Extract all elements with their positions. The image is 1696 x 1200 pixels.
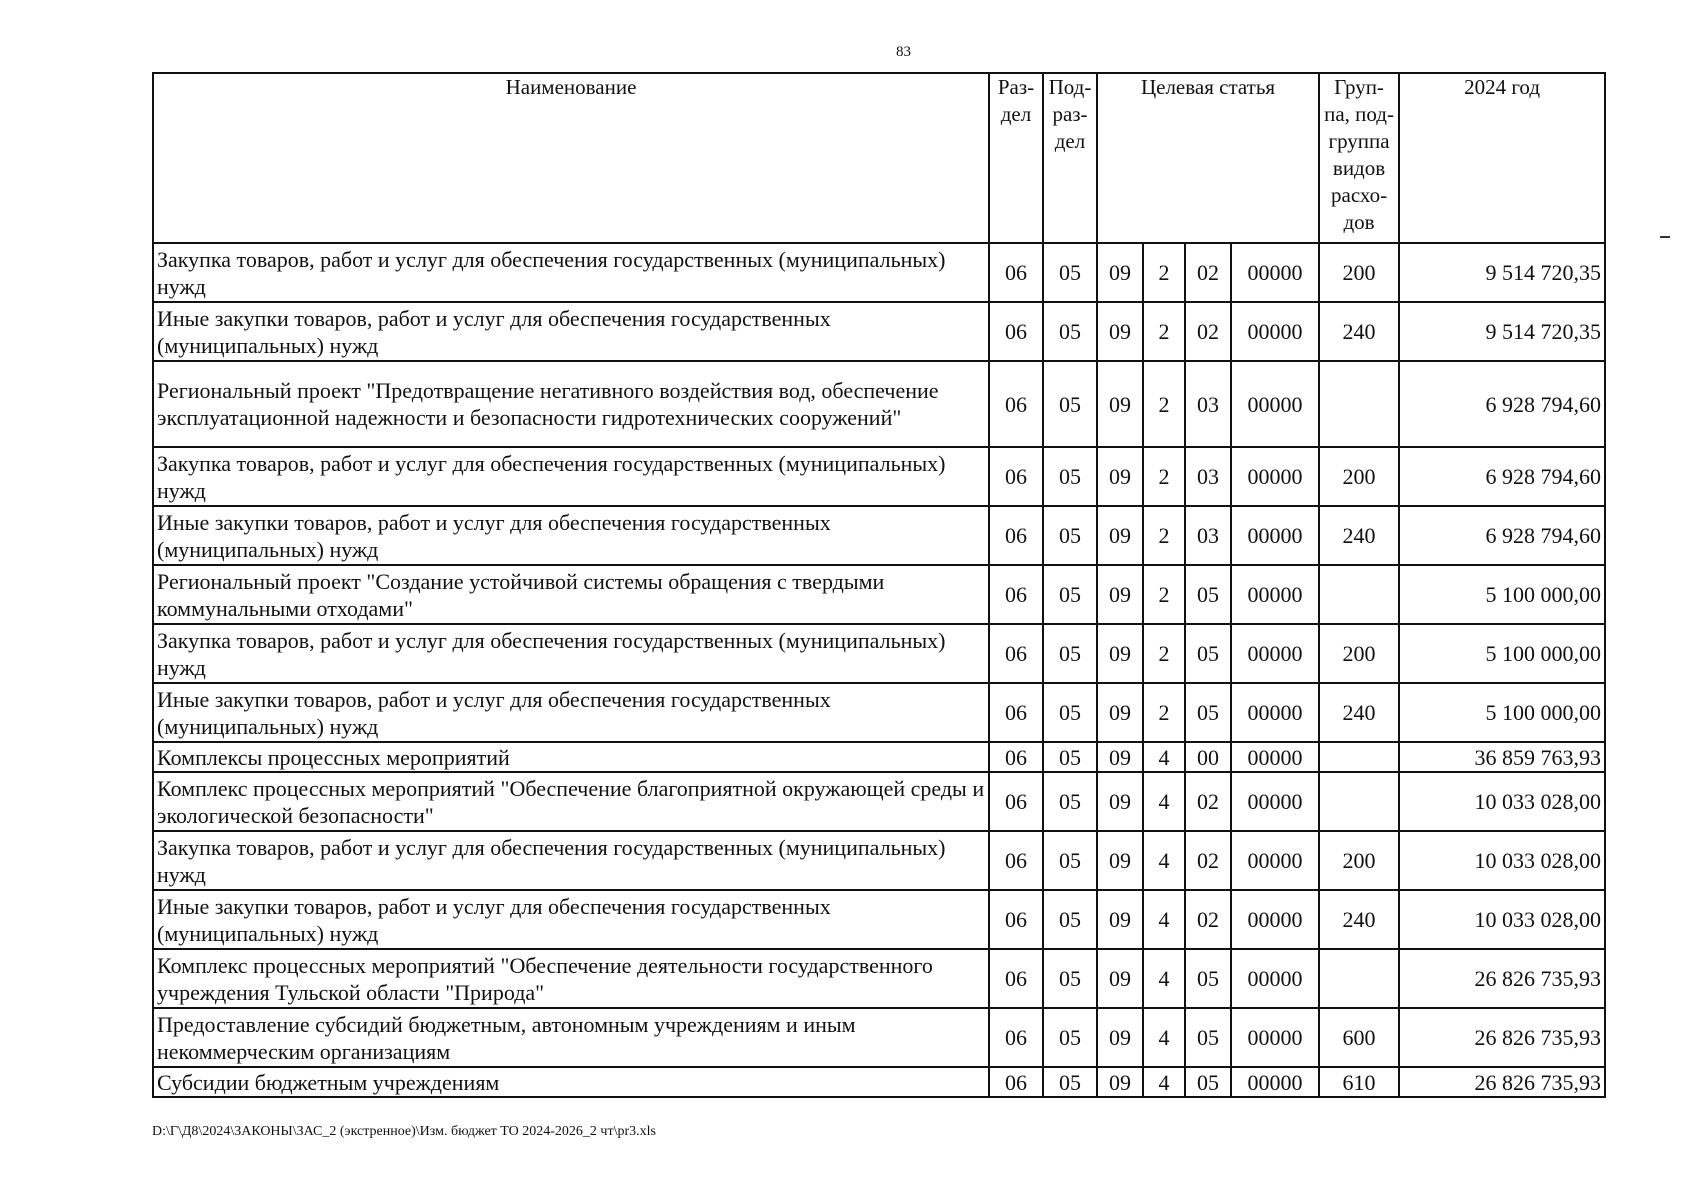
row-razdel: 06 (989, 772, 1043, 831)
row-razdel: 06 (989, 447, 1043, 506)
row-amount: 6 928 794,60 (1399, 506, 1605, 565)
row-razdel: 06 (989, 831, 1043, 890)
row-razdel: 06 (989, 742, 1043, 772)
table-row (153, 1008, 1605, 1067)
row-name: Закупка товаров, работ и услуг для обеспечения государственных (муниципальных) нужд (153, 447, 989, 506)
row-podrazdel: 05 (1043, 772, 1097, 831)
row-name: Иные закупки товаров, работ и услуг для обеспечения государственных (муниципальных) нужд (153, 890, 989, 949)
header-podrazdel: Под-раз-дел (1043, 73, 1097, 243)
row-target-type: 2 (1143, 506, 1185, 565)
table-row (153, 506, 1605, 565)
row-razdel: 06 (989, 949, 1043, 1008)
table-row (153, 447, 1605, 506)
row-razdel: 06 (989, 361, 1043, 447)
row-target-code: 00000 (1231, 565, 1319, 624)
row-target-item: 02 (1185, 772, 1231, 831)
header-target: Целевая статья (1097, 73, 1319, 243)
row-target-type: 2 (1143, 624, 1185, 683)
row-target-type: 2 (1143, 361, 1185, 447)
table-row (153, 624, 1605, 683)
page-number: 83 (896, 44, 911, 60)
table-row (153, 772, 1605, 831)
row-target-code: 00000 (1231, 772, 1319, 831)
table-row (153, 361, 1605, 447)
row-name: Иные закупки товаров, работ и услуг для обеспечения государственных (муниципальных) нужд (153, 506, 989, 565)
row-podrazdel: 05 (1043, 506, 1097, 565)
row-group: 600 (1319, 1008, 1399, 1067)
table-row (153, 683, 1605, 742)
header-year: 2024 год (1399, 73, 1605, 243)
row-target-program: 09 (1097, 742, 1143, 772)
row-name: Иные закупки товаров, работ и услуг для обеспечения государственных (муниципальных) нужд (153, 302, 989, 361)
row-amount: 26 826 735,93 (1399, 1067, 1605, 1097)
row-target-code: 00000 (1231, 1008, 1319, 1067)
row-target-program: 09 (1097, 772, 1143, 831)
table-row (153, 565, 1605, 624)
row-amount: 10 033 028,00 (1399, 831, 1605, 890)
row-name: Комплекс процессных мероприятий "Обеспечение деятельности государственного учреждения Тульской области "Природа" (153, 949, 989, 1008)
row-target-item: 05 (1185, 1067, 1231, 1097)
row-target-type: 2 (1143, 302, 1185, 361)
row-razdel: 06 (989, 243, 1043, 302)
row-target-type: 4 (1143, 1067, 1185, 1097)
row-target-program: 09 (1097, 243, 1143, 302)
row-name: Региональный проект "Создание устойчивой системы обращения с твердыми коммунальными отходами" (153, 565, 989, 624)
row-group: 240 (1319, 506, 1399, 565)
row-target-item: 02 (1185, 890, 1231, 949)
row-target-type: 4 (1143, 1008, 1185, 1067)
row-group: 200 (1319, 624, 1399, 683)
row-amount: 6 928 794,60 (1399, 447, 1605, 506)
row-target-code: 00000 (1231, 831, 1319, 890)
row-group (1319, 565, 1399, 624)
row-target-program: 09 (1097, 1008, 1143, 1067)
row-razdel: 06 (989, 565, 1043, 624)
row-target-item: 05 (1185, 565, 1231, 624)
table-row (153, 742, 1605, 772)
row-group: 200 (1319, 831, 1399, 890)
row-target-item: 03 (1185, 447, 1231, 506)
row-target-code: 00000 (1231, 447, 1319, 506)
table-row (153, 949, 1605, 1008)
row-target-code: 00000 (1231, 624, 1319, 683)
file-path-footer: D:\Г\Д8\2024\ЗАКОНЫ\ЗАС_2 (экстренное)\Изм. бюджет ТО 2024-2026_2 чт\pr3.xls (152, 1124, 656, 1139)
table-row (153, 243, 1605, 302)
row-target-item: 02 (1185, 243, 1231, 302)
table-row (153, 831, 1605, 890)
row-target-item: 05 (1185, 1008, 1231, 1067)
row-target-type: 2 (1143, 683, 1185, 742)
row-target-type: 4 (1143, 890, 1185, 949)
row-target-item: 02 (1185, 302, 1231, 361)
row-razdel: 06 (989, 624, 1043, 683)
row-target-type: 4 (1143, 742, 1185, 772)
row-target-program: 09 (1097, 1067, 1143, 1097)
table-row (153, 890, 1605, 949)
row-target-program: 09 (1097, 447, 1143, 506)
table-row (153, 302, 1605, 361)
row-name: Иные закупки товаров, работ и услуг для обеспечения государственных (муниципальных) нужд (153, 683, 989, 742)
row-group (1319, 742, 1399, 772)
row-podrazdel: 05 (1043, 683, 1097, 742)
row-group: 200 (1319, 447, 1399, 506)
row-podrazdel: 05 (1043, 1067, 1097, 1097)
row-target-item: 05 (1185, 624, 1231, 683)
row-target-program: 09 (1097, 302, 1143, 361)
row-amount: 9 514 720,35 (1399, 302, 1605, 361)
row-amount: 26 826 735,93 (1399, 949, 1605, 1008)
row-podrazdel: 05 (1043, 890, 1097, 949)
budget-table (152, 72, 1606, 1098)
row-amount: 5 100 000,00 (1399, 683, 1605, 742)
row-amount: 6 928 794,60 (1399, 361, 1605, 447)
row-razdel: 06 (989, 890, 1043, 949)
row-podrazdel: 05 (1043, 243, 1097, 302)
row-target-program: 09 (1097, 565, 1143, 624)
row-target-program: 09 (1097, 361, 1143, 447)
row-group: 610 (1319, 1067, 1399, 1097)
header-name: Наименование (153, 73, 989, 243)
row-target-program: 09 (1097, 831, 1143, 890)
row-target-type: 2 (1143, 243, 1185, 302)
row-podrazdel: 05 (1043, 1008, 1097, 1067)
row-podrazdel: 05 (1043, 565, 1097, 624)
row-amount: 9 514 720,35 (1399, 243, 1605, 302)
row-amount: 10 033 028,00 (1399, 890, 1605, 949)
row-group: 240 (1319, 302, 1399, 361)
row-target-code: 00000 (1231, 1067, 1319, 1097)
row-podrazdel: 05 (1043, 949, 1097, 1008)
row-target-code: 00000 (1231, 949, 1319, 1008)
row-podrazdel: 05 (1043, 302, 1097, 361)
row-target-item: 03 (1185, 506, 1231, 565)
row-target-program: 09 (1097, 890, 1143, 949)
table-header-row (153, 73, 1605, 243)
row-amount: 36 859 763,93 (1399, 742, 1605, 772)
row-target-item: 05 (1185, 949, 1231, 1008)
row-amount: 26 826 735,93 (1399, 1008, 1605, 1067)
row-amount: 5 100 000,00 (1399, 624, 1605, 683)
row-name: Предоставление субсидий бюджетным, автономным учреждениям и иным некоммерческим организациям (153, 1008, 989, 1067)
row-podrazdel: 05 (1043, 361, 1097, 447)
row-razdel: 06 (989, 506, 1043, 565)
row-name: Закупка товаров, работ и услуг для обеспечения государственных (муниципальных) нужд (153, 624, 989, 683)
row-name: Комплексы процессных мероприятий (153, 742, 989, 772)
row-target-item: 05 (1185, 683, 1231, 742)
row-target-item: 03 (1185, 361, 1231, 447)
header-razdel: Раз-дел (989, 73, 1043, 243)
header-group: Груп-па, под-группа видов расхо-дов (1319, 73, 1399, 243)
row-razdel: 06 (989, 1008, 1043, 1067)
row-group (1319, 949, 1399, 1008)
row-group: 200 (1319, 243, 1399, 302)
margin-mark (1660, 236, 1670, 238)
row-target-type: 2 (1143, 447, 1185, 506)
row-group (1319, 361, 1399, 447)
row-amount: 10 033 028,00 (1399, 772, 1605, 831)
row-target-type: 4 (1143, 949, 1185, 1008)
row-target-type: 2 (1143, 565, 1185, 624)
row-group: 240 (1319, 683, 1399, 742)
row-podrazdel: 05 (1043, 447, 1097, 506)
row-group: 240 (1319, 890, 1399, 949)
row-target-type: 4 (1143, 772, 1185, 831)
row-podrazdel: 05 (1043, 624, 1097, 683)
row-target-program: 09 (1097, 624, 1143, 683)
row-razdel: 06 (989, 302, 1043, 361)
row-podrazdel: 05 (1043, 831, 1097, 890)
row-target-code: 00000 (1231, 890, 1319, 949)
row-razdel: 06 (989, 1067, 1043, 1097)
row-name: Региональный проект "Предотвращение негативного воздействия вод, обеспечение эксплуатационной надежности и безопасности гидротехнических сооружений" (153, 361, 989, 447)
row-target-code: 00000 (1231, 742, 1319, 772)
row-target-code: 00000 (1231, 302, 1319, 361)
row-name: Комплекс процессных мероприятий "Обеспечение благоприятной окружающей среды и экологической безопасности" (153, 772, 989, 831)
row-amount: 5 100 000,00 (1399, 565, 1605, 624)
row-name: Субсидии бюджетным учреждениям (153, 1067, 989, 1097)
row-podrazdel: 05 (1043, 742, 1097, 772)
row-name: Закупка товаров, работ и услуг для обеспечения государственных (муниципальных) нужд (153, 831, 989, 890)
row-target-item: 02 (1185, 831, 1231, 890)
row-target-code: 00000 (1231, 243, 1319, 302)
row-group (1319, 772, 1399, 831)
row-name: Закупка товаров, работ и услуг для обеспечения государственных (муниципальных) нужд (153, 243, 989, 302)
row-target-program: 09 (1097, 949, 1143, 1008)
row-razdel: 06 (989, 683, 1043, 742)
row-target-program: 09 (1097, 506, 1143, 565)
row-target-type: 4 (1143, 831, 1185, 890)
row-target-program: 09 (1097, 683, 1143, 742)
row-target-code: 00000 (1231, 361, 1319, 447)
row-target-code: 00000 (1231, 506, 1319, 565)
row-target-code: 00000 (1231, 683, 1319, 742)
row-target-item: 00 (1185, 742, 1231, 772)
table-row (153, 1067, 1605, 1097)
